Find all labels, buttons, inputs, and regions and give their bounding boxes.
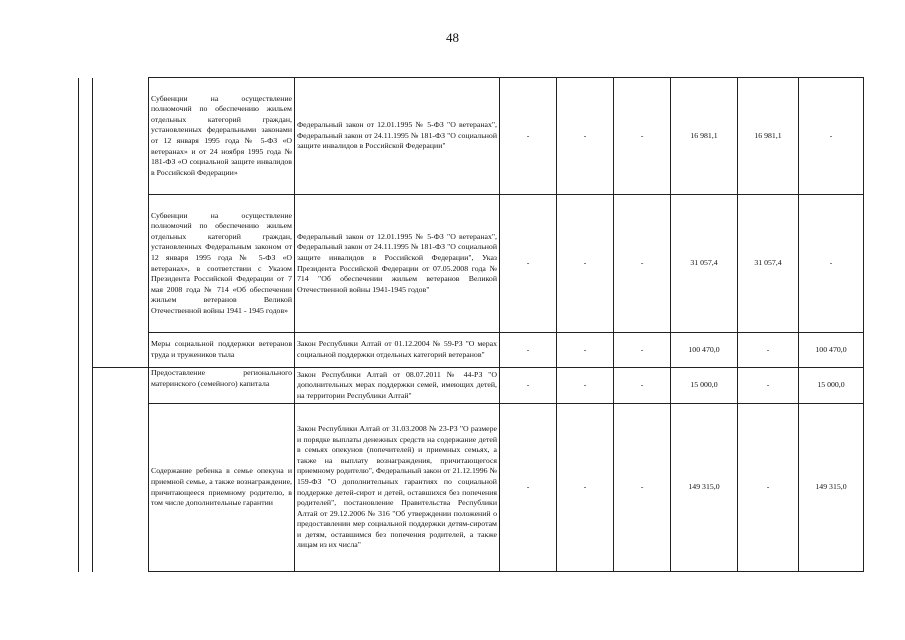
row-law: Закон Республики Алтай от 31.03.2008 № 23-РЗ "О размере и порядке выплаты денежных средств на содержание детей в семьях опекунов (попечителей) и приемных семьях, а также на выплату вознаграждения, причитающегося приемному родителю", Федеральный закон от 21.12.1996 № 159-ФЗ "О дополнительных гарантиях по социальной поддержке детей-сирот и детей, оставшихся без попечения родителей", постановление Правительства Республики Алтай от 29.12.2006 № 316 "Об утверждении положений о предоставлении мер социальной поддержки детям-сиротам и детям, оставшимся без попечения родителей, а также лицам из их числа" (295, 404, 500, 572)
table-row (79, 404, 864, 572)
row-value: - (799, 78, 864, 195)
row-name: Предоставление регионального материнского (семейного) капитала (149, 368, 295, 404)
row-value: 16 981,1 (671, 78, 738, 195)
blank-cell (93, 368, 149, 404)
table-row (79, 195, 864, 333)
row-value: - (557, 333, 614, 368)
row-value: - (738, 368, 799, 404)
table-row (79, 368, 864, 404)
row-value: - (557, 78, 614, 195)
row-value: - (738, 404, 799, 572)
table-row (79, 333, 864, 368)
table-row (79, 78, 864, 195)
blank-cell (79, 78, 93, 195)
blank-cell (93, 333, 149, 368)
blank-cell (93, 78, 149, 195)
row-value: 31 057,4 (738, 195, 799, 333)
row-value: - (500, 333, 557, 368)
row-value: - (614, 404, 671, 572)
row-law: Закон Республики Алтай от 01.12.2004 № 59-РЗ "О мерах социальной поддержки отдельных категорий ветеранов" (295, 333, 500, 368)
row-value: 100 470,0 (799, 333, 864, 368)
row-value: - (500, 368, 557, 404)
row-law: Закон Республики Алтай от 08.07.2011 № 44-РЗ "О дополнительных мерах поддержки семей, имеющих детей, на территории Республики Алтай" (295, 368, 500, 404)
row-value: - (557, 195, 614, 333)
row-value: - (500, 78, 557, 195)
row-value: - (614, 333, 671, 368)
row-value: 149 315,0 (799, 404, 864, 572)
row-value: 149 315,0 (671, 404, 738, 572)
row-name: Субвенции на осуществление полномочий по обеспечению жильем отдельных категорий граждан, установленных федеральными законами от 12 января 1995 года № 5-ФЗ «О ветеранах» и от 24 ноября 1995 года № 181-ФЗ «О социальной защите инвалидов в Российской Федерации» (149, 78, 295, 195)
blank-cell (79, 368, 93, 404)
row-name: Субвенции на осуществление полномочий по обеспечению жильем отдельных категорий граждан, установленных Федеральным законом от 12 января 1995 года № 5-ФЗ «О ветеранах», в соответствии с Указом Президента Российской Федерации от 7 мая 2008 года № 714 «Об обеспечении жильем ветеранов Великой Отечественной войны 1941 - 1945 годов» (149, 195, 295, 333)
row-value: 31 057,4 (671, 195, 738, 333)
row-value: - (614, 195, 671, 333)
row-value: - (614, 368, 671, 404)
row-value: - (500, 195, 557, 333)
row-value: 16 981,1 (738, 78, 799, 195)
row-value: - (557, 404, 614, 572)
row-value: - (738, 333, 799, 368)
row-value: 15 000,0 (671, 368, 738, 404)
blank-cell (93, 195, 149, 333)
page-number: 48 (446, 30, 459, 45)
row-name: Меры социальной поддержки ветеранов труда и тружеников тыла (149, 333, 295, 368)
row-law: Федеральный закон от 12.01.1995 № 5-ФЗ "О ветеранах", Федеральный закон от 24.11.1995 № 181-ФЗ "О социальной защите инвалидов в Российской Федерации", Указ Президента Российской Федерации от 07.05.2008 года № 714 "Об обеспечении жильем ветеранов Великой Отечественной войны 1941-1945 годов" (295, 195, 500, 333)
budget-table (78, 77, 864, 572)
row-value: 15 000,0 (799, 368, 864, 404)
blank-cell (79, 333, 93, 368)
row-value: - (614, 78, 671, 195)
row-value: - (557, 368, 614, 404)
blank-cell (79, 195, 93, 333)
row-value: - (799, 195, 864, 333)
row-name: Содержание ребенка в семье опекуна и приемной семье, а также вознаграждение, причитающееся приемному родителю, в том числе дополнительные гарантии (149, 404, 295, 572)
row-value: 100 470,0 (671, 333, 738, 368)
blank-cell (79, 404, 93, 572)
row-law: Федеральный закон от 12.01.1995 № 5-ФЗ "О ветеранах", Федеральный закон от 24.11.1995 № 181-ФЗ "О социальной защите инвалидов в Российской Федерации" (295, 78, 500, 195)
blank-cell (93, 404, 149, 572)
row-value: - (500, 404, 557, 572)
